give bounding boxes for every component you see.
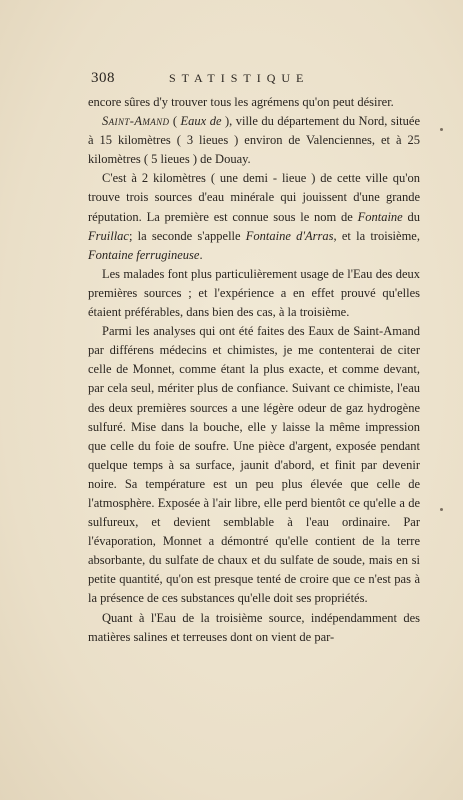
paragraph-saint-amand: Saint-Amand ( Eaux de ), ville du département du Nord, située à 15 kilomètres ( 3 lieues ) environ de Valenciennes, et à 25 kilomètres ( 5 lieues ) de Douay. [88, 114, 420, 167]
paragraph-third-source: Quant à l'Eau de la troisième source, indépendamment des matières salines et terreuses dont on vient de par- [88, 610, 420, 644]
paragraph-analysis: Parmi les analyses qui ont été faites des Eaux de Saint-Amand par différens médecins et chimistes, je me contenterai de citer celle de Monnet, comme étant la plus exacte, et comme devant, par cela seul, mériter plus de confiance. Suivant ce chimiste, l'eau des deux premières sources a une légère odeur de gaz hydrogène sulfuré. Mise dans la bouche, elle y laisse la même impression que celle du foie de soufre. Une pièce d'argent, exposée pendant quelque temps à sa surface, jaunit d'abord, et finit par devenir noire. Sa température est un peu plus élevée que celle de l'atmosphère. Exposée à l'air libre, elle perd bientôt ce qu'elle a de sulfureux, et devient semblable à l'eau ordinaire. Par l'évaporation, Monnet a démontré qu'elle contient de la terre absorbante, du sulfate de chaux et du sulfate de soude, mais en si petite quantité, qu'on est presque tenté de croire que ce n'est pas à la présence de ces substances qu'elle doit ses propriétés. [88, 324, 420, 606]
paragraph-usage: Les malades font plus particulièrement usage de l'Eau des deux premières sources ; et l'expérience a en effet prouvé qu'elles étaient préférables, dans bien des cas, à la troisième. [88, 266, 420, 320]
page-number: 308 [91, 70, 115, 86]
paragraph-continuation: encore sûres d'y trouver tous les agrémens qu'on peut désirer. [88, 95, 394, 109]
entry-heading: Saint-Amand [102, 114, 170, 129]
paragraph-sources: C'est à 2 kilomètres ( une demi - lieue ) de cette ville qu'on trouve trois sources d'eau minérale qui jouissent d'une grande réputation. La première est connue sous le nom de Fontaine du Fruillac; la seconde s'appelle Fontaine d'Arras, et la troisième, Fontaine ferrugineuse. [88, 171, 421, 262]
running-title: STATISTIQUE [169, 71, 310, 85]
margin-speck [440, 128, 443, 131]
body-text [88, 93, 420, 647]
page-header [91, 70, 381, 87]
margin-speck [440, 508, 443, 511]
entry-subheading: Eaux de [180, 114, 222, 129]
